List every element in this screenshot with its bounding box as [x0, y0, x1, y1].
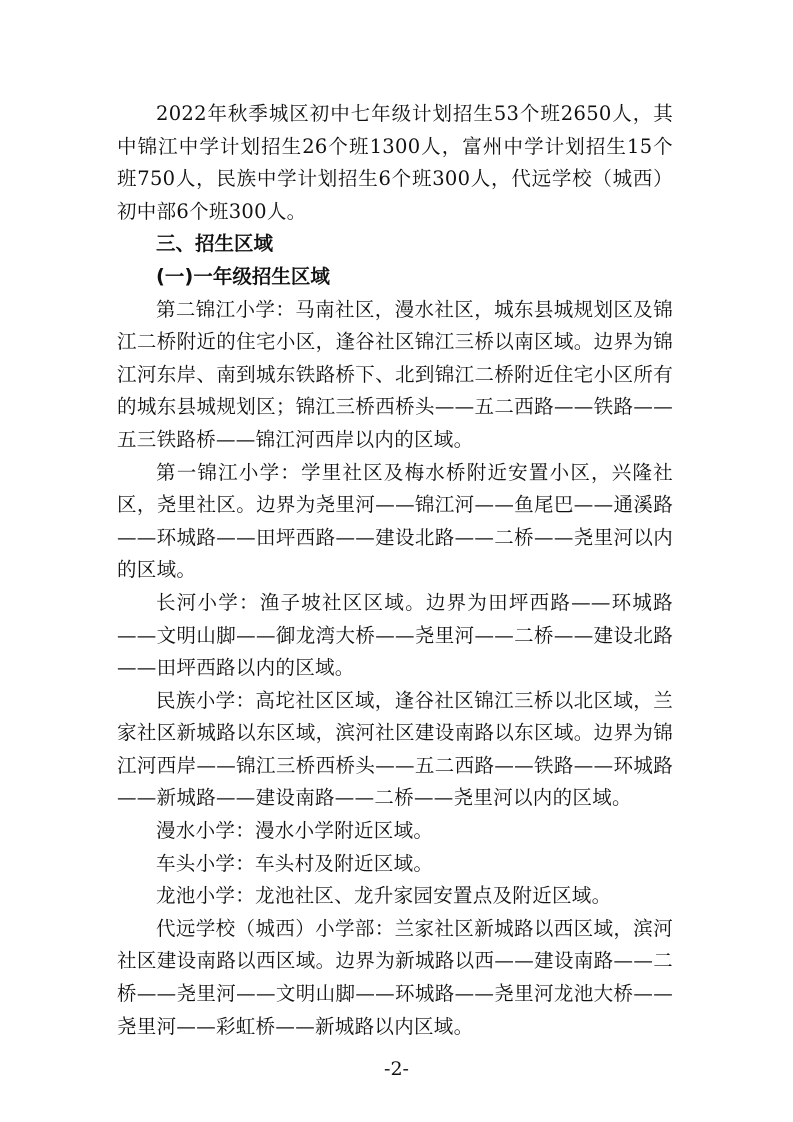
school-zone-paragraph: 第二锦江小学：马南社区，漫水社区，城东县城规划区及锦江二桥附近的住宅小区，逢谷社区锦江三桥以南区域。边界为锦江河东岸、南到城东铁路桥下、北到锦江二桥附近住宅小区所有的城东县城规划区；锦江三桥西桥头——五二西路——铁路——五三铁路桥——锦江河西岸以内的区域。 — [117, 297, 673, 451]
school-zone-paragraph: 漫水小学：漫水小学附近区域。 — [156, 819, 434, 843]
school-zone-paragraph: 车头小学：车头村及附近区域。 — [156, 851, 434, 875]
school-zone-paragraph: 长河小学：渔子坡社区区域。边界为田坪西路——环城路——文明山脚——御龙湾大桥——尧里河——二桥——建设北路——田坪西路以内的区域。 — [117, 590, 673, 680]
section-heading: 三、招生区域 — [156, 232, 274, 256]
school-zone-paragraph: 龙池小学：龙池社区、龙升家园安置点及附近区域。 — [156, 884, 612, 908]
subsection-heading: (一)一年级招生区域 — [156, 264, 330, 288]
school-zone-paragraph: 代远学校（城西）小学部：兰家社区新城路以西区域，滨河社区建设南路以西区域。边界为新城路以西——建设南路——二桥——尧里河——文明山脚——环城路——尧里河龙池大桥——尧里河——彩虹桥——新城路以内区域。 — [117, 916, 673, 1038]
page-number: -2- — [384, 1058, 409, 1080]
school-zone-paragraph: 民族小学：高坨社区区域，逢谷社区锦江三桥以北区域，兰家社区新城路以东区域，滨河社区建设南路以东区域。边界为锦江河西岸——锦江三桥西桥头——五二西路——铁路——环城路——新城路——建设南路——二桥——尧里河以内的区域。 — [117, 688, 673, 810]
document-body — [117, 98, 673, 1043]
intro-paragraph: 2022年秋季城区初中七年级计划招生53个班2650人，其中锦江中学计划招生26个班1300人，富州中学计划招生15个班750人，民族中学计划招生6个班300人，代远学校（城西）初中部6个班300人。 — [117, 102, 673, 223]
school-zone-paragraph: 第一锦江小学：学里社区及梅水桥附近安置小区，兴隆社区，尧里社区。边界为尧里河——锦江河——鱼尾巴——通溪路——环城路——田坪西路——建设北路——二桥——尧里河以内的区域。 — [117, 460, 673, 582]
